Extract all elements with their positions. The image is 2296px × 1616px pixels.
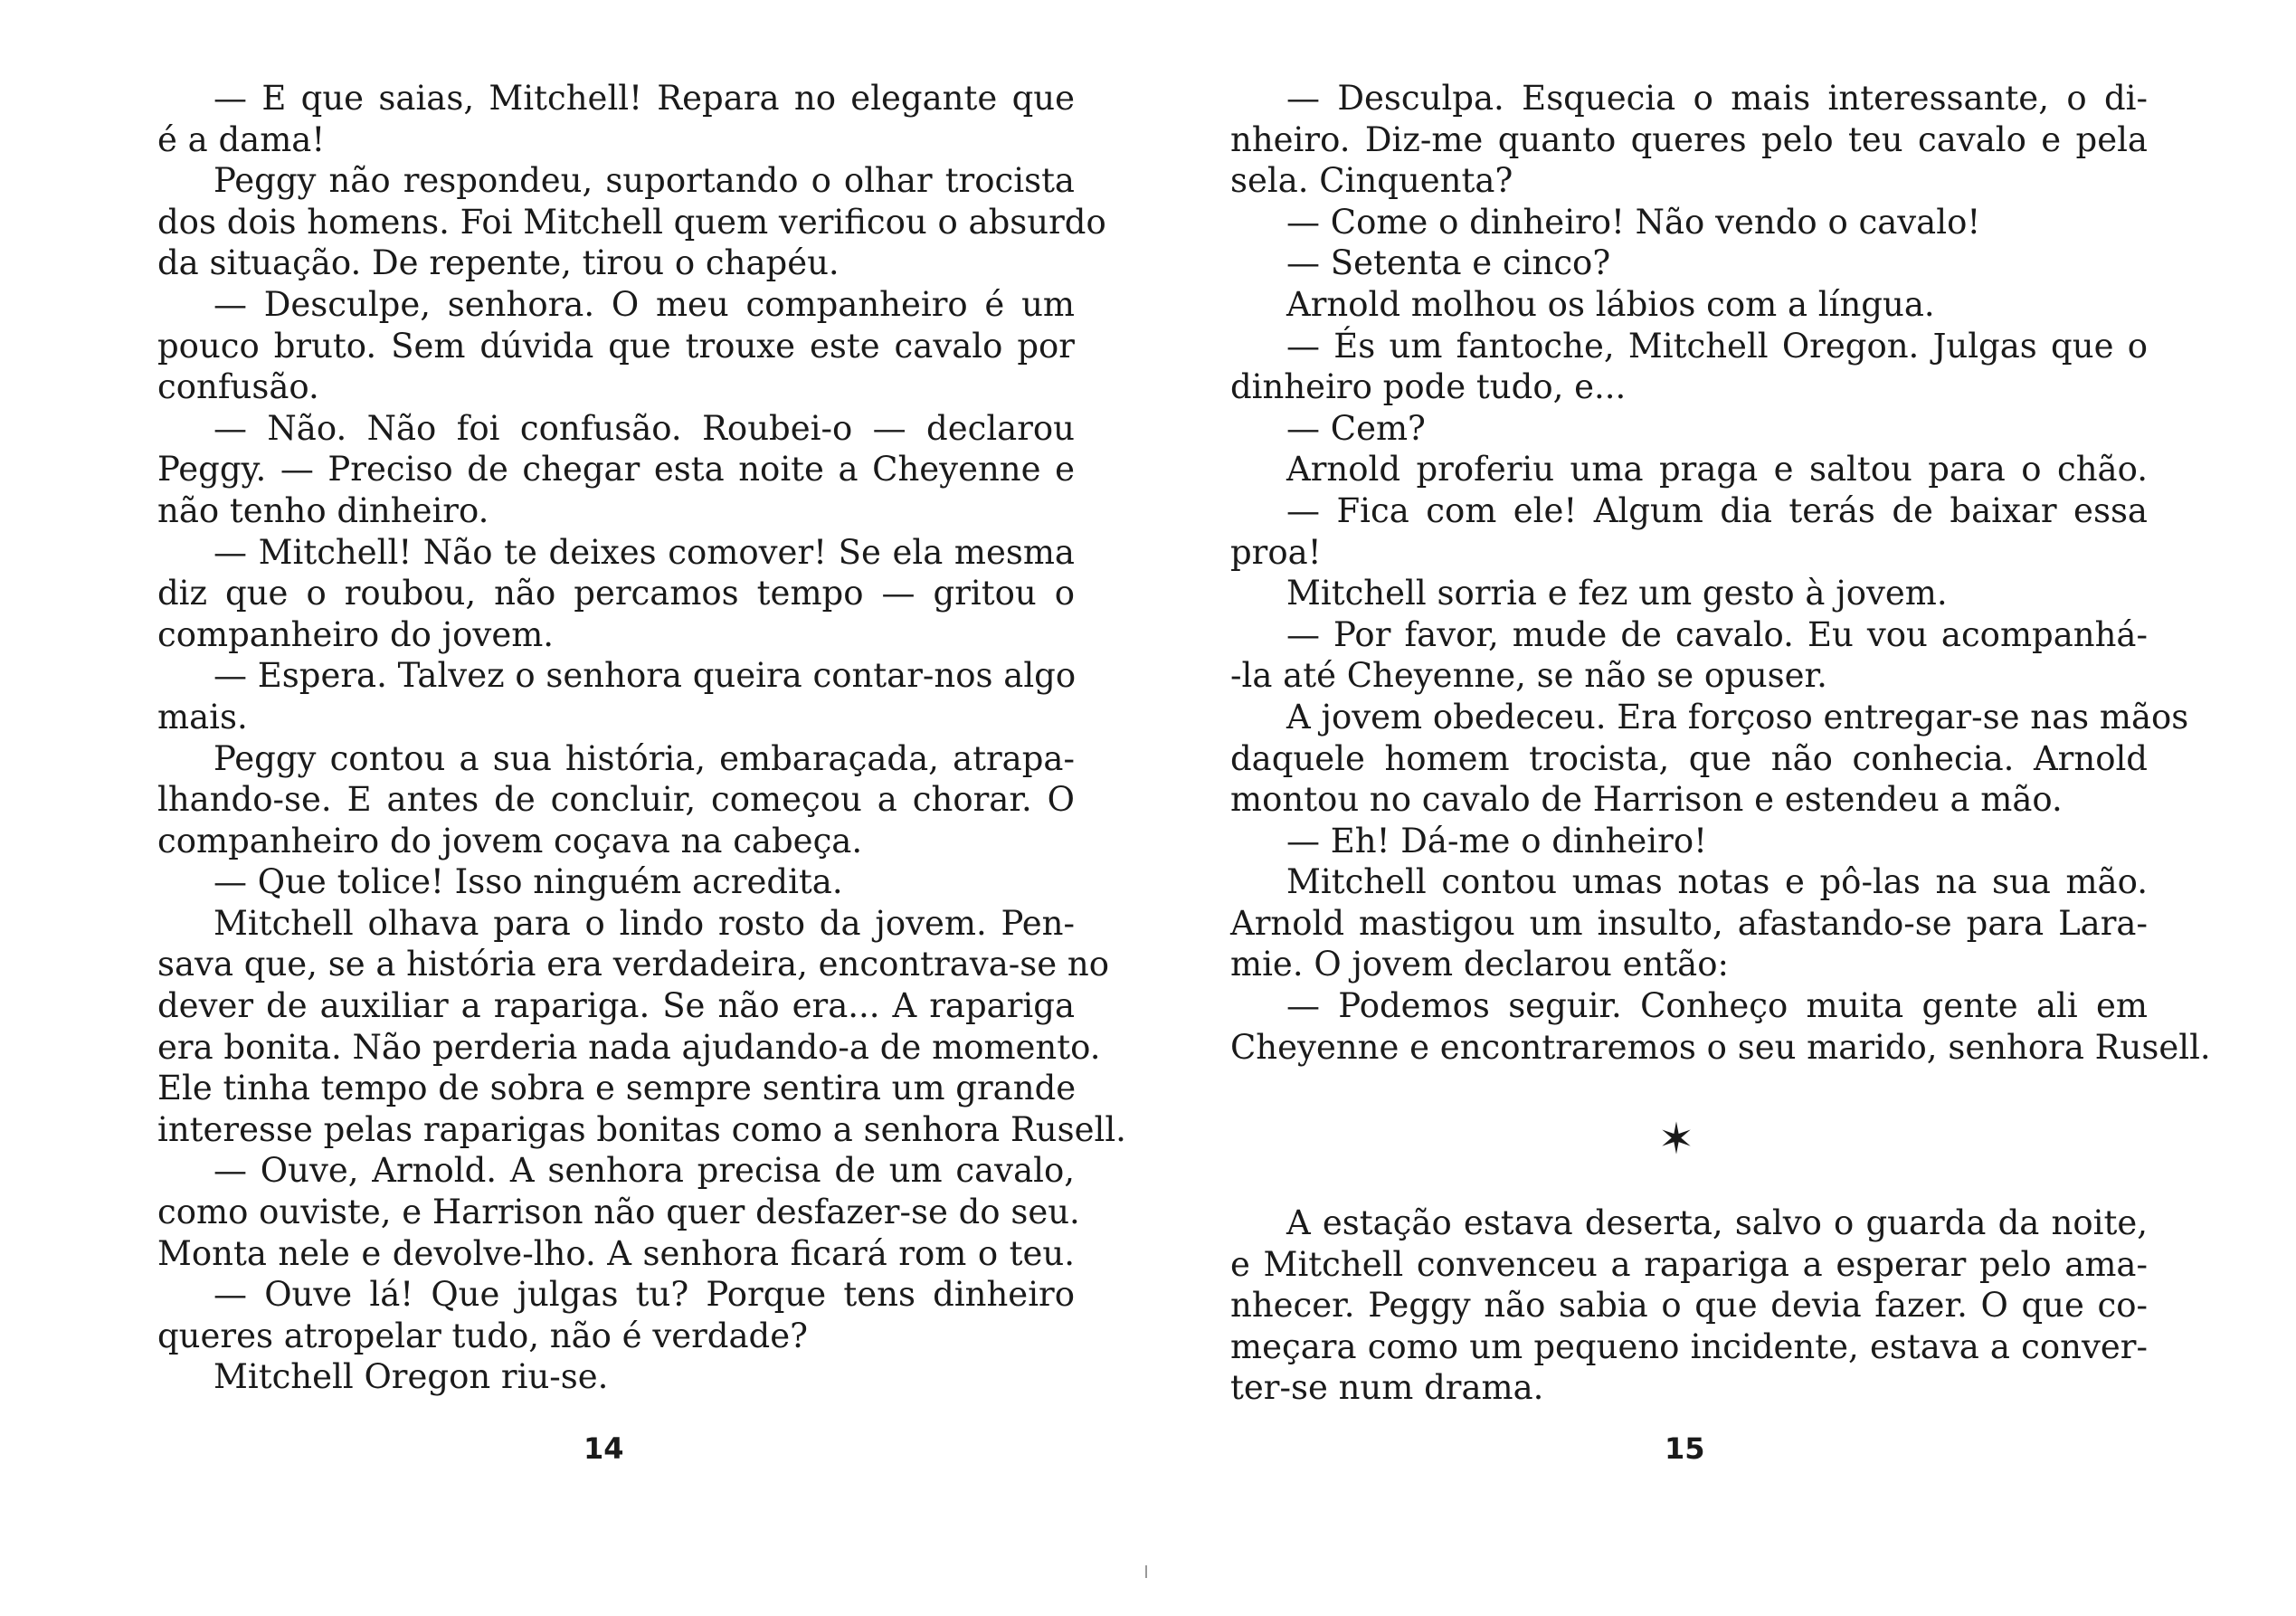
text-line: — Ouve, Arnold. A senhora precisa de um cavalo,: [213, 1151, 1075, 1191]
text-line: companheiro do jovem coçava na cabeça.: [157, 821, 863, 860]
text-line: mie. O jovem declarou então:: [1230, 945, 1729, 984]
text-line: queres atropelar tudo, não é verdade?: [157, 1316, 808, 1355]
text-line: era bonita. Não perderia nada ajudando-a de momento.: [157, 1027, 1101, 1067]
text-line: lhando-se. E antes de concluir, começou a chorar. O: [157, 780, 1075, 820]
text-line: — Desculpe, senhora. O meu companheiro é um: [213, 284, 1075, 324]
text-line: proa!: [1230, 532, 1322, 572]
text-line: A estação estava deserta, salvo o guarda da noite,: [1286, 1203, 2148, 1242]
text-line: Mitchell sorria e fez um gesto à jovem.: [1286, 574, 1948, 613]
gutter-mark: [1145, 1565, 1147, 1578]
text-line: mais.: [157, 697, 248, 737]
text-line: — E que saias, Mitchell! Repara no elegante que: [213, 79, 1075, 118]
text-line: confusão.: [157, 367, 319, 407]
text-line: — És um fantoche, Mitchell Oregon. Julgas que o: [1286, 326, 2148, 366]
text-line: A jovem obedeceu. Era forçoso entregar-se nas mãos: [1286, 697, 2189, 737]
text-line: nhecer. Peggy não sabia o que devia fazer. O que co-: [1230, 1286, 2148, 1326]
text-line: meçara como um pequeno incidente, estava a conver-: [1230, 1326, 2148, 1366]
text-line: dever de auxiliar a rapariga. Se não era... A rapariga: [157, 986, 1075, 1026]
text-line: — Que tolice! Isso ninguém acredita.: [213, 862, 843, 902]
text-line: — Desculpa. Esquecia o mais interessante, o di-: [1286, 79, 2148, 118]
text-line: e Mitchell convenceu a rapariga a esperar pelo ama-: [1230, 1244, 2148, 1284]
text-line: dos dois homens. Foi Mitchell quem verificou o absurdo: [157, 202, 1106, 242]
text-line: diz que o roubou, não percamos tempo — gritou o: [157, 574, 1075, 613]
text-line: — Eh! Dá-me o dinheiro!: [1286, 821, 1707, 860]
text-line: Peggy contou a sua história, embaraçada, atrapa-: [213, 738, 1075, 778]
text-line: Mitchell Oregon riu-se.: [213, 1357, 609, 1397]
text-line: da situação. De repente, tirou o chapéu.: [157, 243, 840, 283]
text-line: como ouviste, e Harrison não quer desfazer-se do seu.: [157, 1193, 1080, 1232]
section-separator-star-icon: ✶: [1657, 1114, 1695, 1164]
right-page: [1148, 0, 2296, 1616]
text-line: Peggy. — Preciso de chegar esta noite a Cheyenne e: [157, 450, 1075, 490]
text-line: dinheiro pode tudo, e...: [1230, 367, 1627, 407]
text-line: pouco bruto. Sem dúvida que trouxe este cavalo por: [157, 326, 1075, 366]
text-line: — Mitchell! Não te deixes comover! Se ela mesma: [213, 532, 1075, 572]
text-line: montou no cavalo de Harrison e estendeu a mão.: [1230, 780, 2063, 820]
text-line: não tenho dinheiro.: [157, 490, 489, 530]
page-number: 14: [583, 1431, 624, 1466]
text-line: — Por favor, mude de cavalo. Eu vou acompanhá-: [1286, 614, 2148, 654]
right-page-section-text: [1230, 1202, 2148, 1409]
text-line: — Ouve lá! Que julgas tu? Porque tens dinheiro: [213, 1275, 1075, 1315]
text-line: Peggy não respondeu, suportando o olhar trocista: [213, 161, 1075, 201]
text-line: ter-se num drama.: [1230, 1368, 1544, 1408]
text-line: — Fica com ele! Algum dia terás de baixar essa: [1286, 490, 2148, 530]
text-line: daquele homem trocista, que não conhecia. Arnold: [1230, 738, 2148, 778]
text-line: Arnold proferiu uma praga e saltou para o chão.: [1286, 450, 2148, 490]
text-line: — Cem?: [1286, 408, 1426, 448]
text-line: — Setenta e cinco?: [1286, 243, 1611, 283]
text-line: nheiro. Diz-me quanto queres pelo teu cavalo e pela: [1230, 119, 2148, 159]
text-line: companheiro do jovem.: [157, 614, 555, 654]
text-line: — Come o dinheiro! Não vendo o cavalo!: [1286, 202, 1981, 242]
text-line: interesse pelas raparigas bonitas como a senhora Rusell.: [157, 1109, 1126, 1149]
text-line: Ele tinha tempo de sobra e sempre sentira um grande: [157, 1069, 1077, 1108]
text-line: sela. Cinquenta?: [1230, 161, 1513, 201]
text-line: Cheyenne e encontraremos o seu marido, senhora Rusell.: [1230, 1027, 2211, 1067]
text-line: -la até Cheyenne, se não se opuser.: [1230, 656, 1827, 696]
text-line: Arnold mastigou um insulto, afastando-se para Lara-: [1230, 903, 2148, 943]
text-line: Mitchell contou umas notas e pô-las na sua mão.: [1286, 862, 2148, 902]
text-line: é a dama!: [157, 119, 326, 159]
text-line: sava que, se a história era verdadeira, encontrava-se no: [157, 945, 1110, 984]
text-line: Mitchell olhava para o lindo rosto da jovem. Pen-: [213, 903, 1075, 943]
text-line: — Não. Não foi confusão. Roubei-o — declarou: [213, 408, 1075, 448]
text-line: — Espera. Talvez o senhora queira contar-nos algo: [213, 656, 1077, 696]
text-line: — Podemos seguir. Conheço muita gente ali em: [1286, 986, 2148, 1026]
right-page-text: [1230, 78, 2211, 1068]
text-line: Arnold molhou os lábios com a língua.: [1286, 284, 1935, 324]
left-page-text: [157, 78, 1126, 1398]
page-number: 15: [1665, 1431, 1705, 1466]
text-line: Monta nele e devolve-lho. A senhora ficará rom o teu.: [157, 1233, 1075, 1273]
